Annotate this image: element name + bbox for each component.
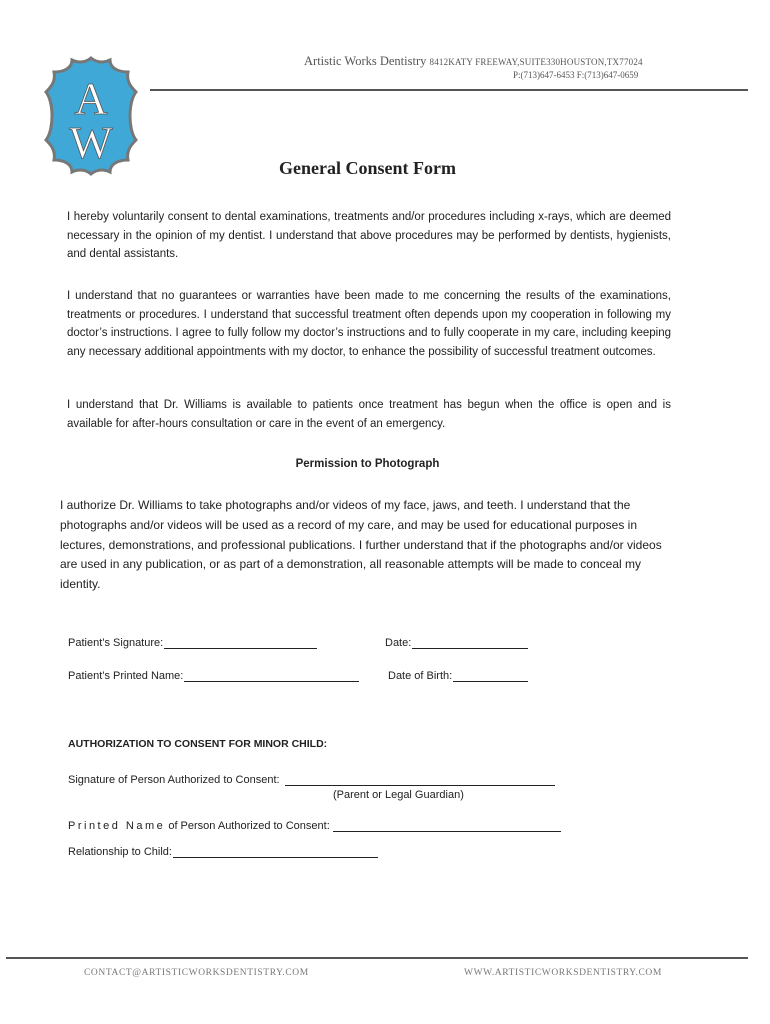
consent-paragraph-1: I hereby voluntarily consent to dental examinations, treatments and/or procedures including x-rays, which are deemed necessary in the opinion of my dentist. I understand that above procedures may be performed by dentists, hygienists, and dental assistants. [67, 211, 671, 261]
footer-website: WWW.ARTISTICWORKSDENTISTRY.COM [464, 968, 662, 978]
relationship-field [68, 845, 378, 858]
date-line[interactable] [412, 636, 528, 649]
minor-consent-title: AUTHORIZATION TO CONSENT FOR MINOR CHILD: [68, 738, 328, 750]
date-field [385, 636, 528, 649]
authorized-printed-name-field [68, 819, 561, 832]
consent-paragraph-2: I understand that no guarantees or warranties have been made to me concerning the results of the examinations, treatments or procedures. I understand that successful treatment often depends upon my cooperation in following my doctor’s instructions. I agree to fully follow my doctor’s instructions and to fully cooperate in my care, including keeping any necessary additional appointments with my doctor, to enhance the possibility of successful treatment outcomes. [67, 290, 671, 358]
practice-info [304, 54, 643, 69]
patient-printed-name-line[interactable] [184, 669, 359, 682]
date-label: Date: [385, 637, 412, 649]
date-of-birth-line[interactable] [453, 669, 528, 682]
guardian-note: (Parent or Legal Guardian) [333, 789, 464, 801]
logo-letter-a: A [74, 73, 108, 124]
practice-name: Artistic Works Dentistry [304, 54, 427, 68]
practice-phones: P:(713)647-6453 F:(713)647-0659 [513, 70, 639, 80]
patient-printed-name-field [68, 669, 359, 682]
authorized-signature-line[interactable] [285, 773, 555, 786]
patient-signature-line[interactable] [164, 636, 317, 649]
authorized-printed-name-label-a: Printed Name [68, 820, 166, 832]
patient-signature-label: Patient’s Signature: [68, 637, 164, 649]
practice-address: 8412KATY FREEWAY,SUITE330HOUSTON,TX77024 [429, 57, 643, 67]
authorized-signature-label: Signature of Person Authorized to Consent: [68, 774, 280, 786]
logo-letter-w: W [69, 117, 113, 168]
relationship-line[interactable] [173, 845, 378, 858]
photo-section-title: Permission to Photograph [295, 458, 440, 470]
header-divider [150, 89, 748, 91]
relationship-label: Relationship to Child: [68, 846, 172, 858]
patient-printed-name-label: Patient’s Printed Name: [68, 670, 184, 682]
authorized-printed-name-label-b: of Person Authorized to Consent: [165, 820, 330, 832]
form-title: General Consent Form [279, 158, 456, 178]
photo-permission-paragraph: I authorize Dr. Williams to take photographs and/or videos of my face, jaws, and teeth. I understand that the photographs and/or videos will be used as a record of my care, and may be used for educational purposes in lectures, demonstrations, and professional publications. I further understand that if the photographs and/or videos are used in any publication, or as part of a demonstration, all reasonable attempts will be made to conceal my identity. [60, 498, 662, 592]
patient-signature-field [68, 636, 317, 649]
authorized-printed-name-line[interactable] [333, 819, 561, 832]
date-of-birth-field [388, 669, 528, 682]
footer-divider [6, 957, 748, 959]
date-of-birth-label: Date of Birth: [388, 670, 453, 682]
consent-paragraph-3: I understand that Dr. Williams is available to patients once treatment has begun when the office is open and is available for after-hours consultation or care in the event of an emergency. [67, 399, 671, 430]
authorized-signature-field [68, 773, 555, 786]
footer-email: CONTACT@ARTISTICWORKSDENTISTRY.COM [84, 968, 309, 978]
